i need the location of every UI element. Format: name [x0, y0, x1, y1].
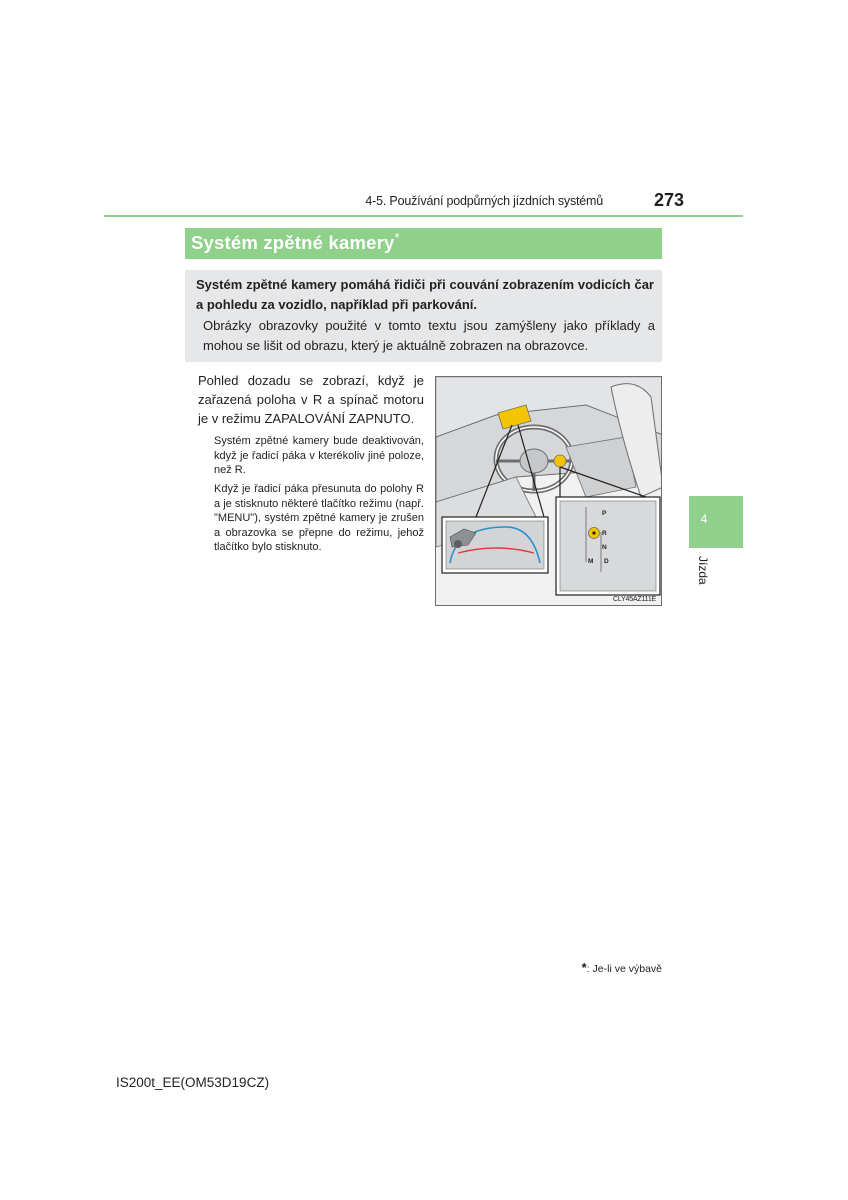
shift-lever-highlight — [554, 455, 566, 467]
body-paragraph: Pohled dozadu se zobrazí, když je zařazená poloha v R a spínač motoru je v režimu ZAPALOVÁNÍ ZAPNUTO. — [198, 373, 424, 426]
cockpit-illustration — [436, 377, 662, 606]
shifter-label-p: P — [602, 510, 607, 517]
footnote — [540, 960, 662, 975]
chapter-label: Jízda — [696, 556, 710, 585]
chapter-tab — [689, 496, 743, 548]
note-deactivation: Systém zpětné kamery bude deaktivován, když je řadicí páka v kterékoliv jiné poloze, než R. — [214, 435, 424, 476]
intro-box — [185, 270, 662, 362]
intro-summary: Systém zpětné kamery pomáhá řidiči při couvání zobrazením vodicích čar a pohledu za vozidlo, například při parkování. — [196, 277, 654, 312]
header-rule — [104, 215, 743, 217]
shifter-label-d: D — [604, 558, 609, 565]
shifter-label-m: M — [588, 558, 594, 565]
section-title — [191, 229, 400, 254]
footnote-mark: * — [581, 960, 587, 975]
page-number: 273 — [653, 190, 684, 210]
intro-note: Obrázky obrazovky použité v tomto textu jsou zamýšleny jako příklady a mohou se lišit od obrazu, který je aktuálně zobrazen na obrazovce. — [203, 318, 655, 353]
section-title-text: Systém zpětné kamery — [191, 232, 395, 253]
equipment-mark: * — [394, 229, 400, 245]
chapter-number: 4 — [700, 512, 708, 526]
shifter-label-r: R — [602, 530, 607, 537]
figure-code: CLY45AZ111E — [613, 596, 656, 603]
section-title-bar — [185, 228, 662, 259]
note-mode-button: Když je řadicí páka přesunuta do polohy R a je stisknuto některé tlačítko režimu (např. "MENU"), systém zpětné kamery je zrušen a obrazovka se přepne do režimu, jehož tlačítko bylo stisknuto. — [214, 483, 424, 553]
illustration-figure — [435, 376, 662, 606]
document-code: IS200t_EE(OM53D19CZ) — [116, 1075, 270, 1090]
running-header-section: 4-5. Používání podpůrných jízdních systémů — [365, 194, 603, 208]
shifter-label-n: N — [602, 544, 607, 551]
footnote-text: : Je-li ve výbavě — [586, 963, 662, 975]
